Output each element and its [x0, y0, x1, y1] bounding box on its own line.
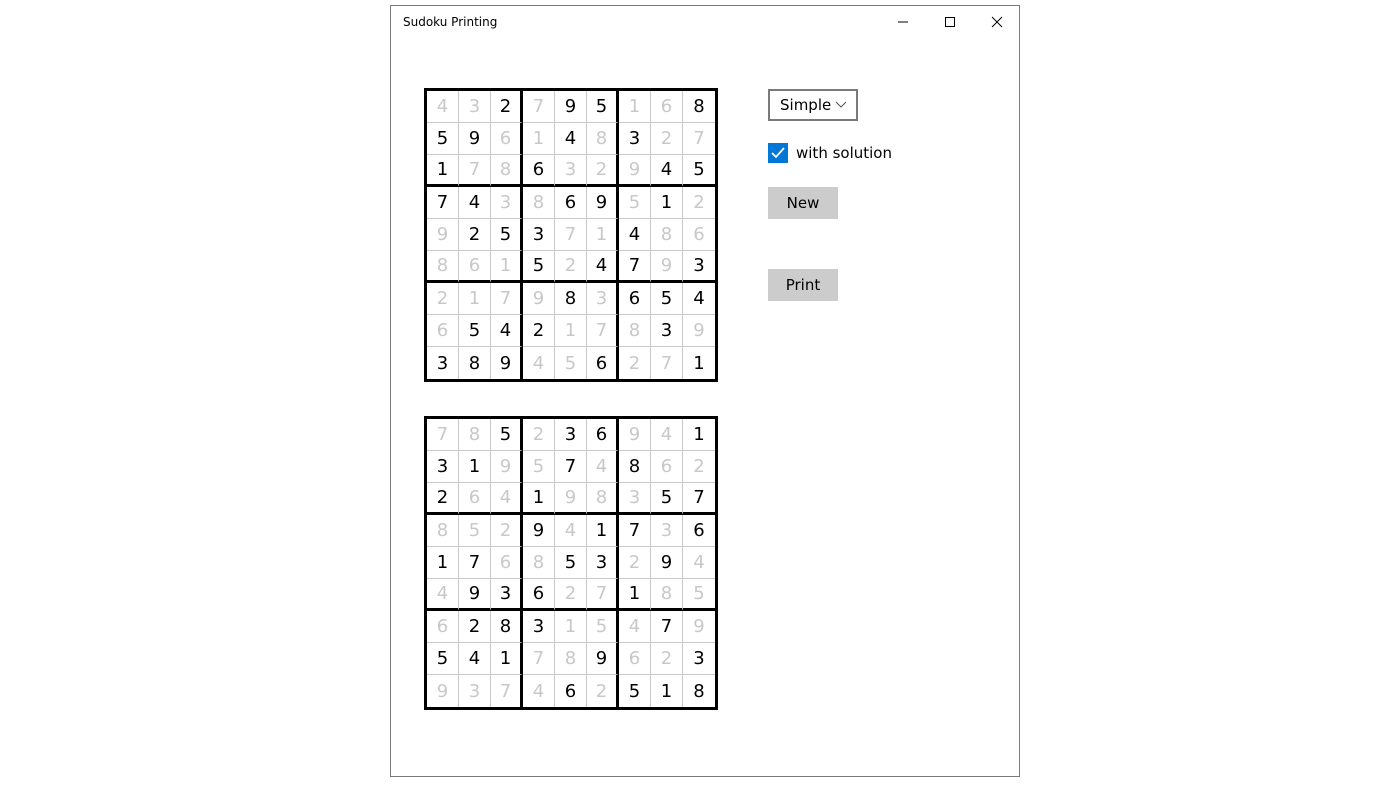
sudoku-cell: 9 [555, 483, 587, 515]
sudoku-cell: 9 [555, 91, 587, 123]
sudoku-cell: 7 [523, 91, 555, 123]
sudoku-grid-2 [424, 416, 718, 710]
sudoku-grid-1 [424, 88, 718, 382]
sudoku-cell: 7 [459, 547, 491, 579]
sudoku-cell: 2 [619, 547, 651, 579]
maximize-button[interactable] [927, 6, 973, 38]
with-solution-checkbox[interactable] [768, 143, 788, 163]
sudoku-cell: 5 [587, 91, 619, 123]
sudoku-cell: 1 [619, 91, 651, 123]
sudoku-cell: 5 [651, 283, 683, 315]
sudoku-cell: 9 [459, 123, 491, 155]
sudoku-cell: 8 [693, 680, 705, 702]
sudoku-cell: 9 [651, 251, 683, 283]
sudoku-cell: 5 [523, 251, 555, 283]
maximize-icon [944, 16, 956, 28]
sudoku-cell: 2 [523, 419, 555, 451]
sudoku-cell: 8 [427, 515, 459, 547]
difficulty-selected: Simple [780, 96, 832, 114]
sudoku-cell: 2 [523, 315, 555, 347]
sudoku-cell: 9 [619, 419, 651, 451]
sudoku-cell: 9 [683, 315, 715, 347]
sudoku-cell: 1 [555, 611, 587, 643]
with-solution-label: with solution [796, 144, 892, 162]
sudoku-cell: 7 [683, 483, 715, 515]
sudoku-cell: 6 [427, 611, 459, 643]
sudoku-cell: 3 [619, 483, 651, 515]
sudoku-cell: 3 [555, 419, 587, 451]
sudoku-cell: 2 [555, 579, 587, 611]
sudoku-cell: 3 [683, 643, 715, 675]
sudoku-cell: 4 [651, 155, 683, 187]
sudoku-cell: 2 [459, 611, 491, 643]
sudoku-cell: 3 [619, 123, 651, 155]
close-button[interactable] [974, 6, 1020, 38]
sudoku-cell: 6 [459, 483, 491, 515]
sudoku-cell: 4 [651, 419, 683, 451]
sudoku-cell: 7 [523, 643, 555, 675]
sudoku-cell: 2 [491, 91, 523, 123]
sudoku-cell: 7 [651, 347, 683, 379]
sudoku-cell: 6 [683, 515, 715, 547]
sudoku-cell: 1 [555, 315, 587, 347]
sudoku-cell: 9 [619, 155, 651, 187]
sudoku-cell: 7 [459, 155, 491, 187]
sudoku-cell: 1 [491, 251, 523, 283]
sudoku-cell: 1 [651, 675, 683, 707]
sudoku-cell: 5 [523, 451, 555, 483]
sudoku-cell: 7 [555, 219, 587, 251]
sudoku-cell: 5 [683, 579, 715, 611]
sudoku-cell: 1 [683, 419, 715, 451]
sudoku-cell: 6 [587, 347, 619, 379]
sudoku-cell: 4 [523, 347, 555, 379]
sudoku-cell: 1 [651, 187, 683, 219]
sudoku-cell: 9 [491, 451, 523, 483]
sudoku-cell: 3 [555, 155, 587, 187]
sudoku-cell: 6 [555, 675, 587, 707]
sudoku-cell: 6 [587, 419, 619, 451]
sudoku-cell: 5 [459, 515, 491, 547]
sudoku-cell: 9 [651, 547, 683, 579]
sudoku-cell: 6 [491, 547, 523, 579]
sudoku-cell: 4 [619, 611, 651, 643]
sudoku-cell: 3 [427, 451, 459, 483]
sudoku-cell: 7 [587, 315, 619, 347]
sudoku-cell: 4 [619, 219, 651, 251]
minimize-button[interactable] [880, 6, 926, 38]
sudoku-cell: 2 [619, 347, 651, 379]
chevron-down-icon [834, 98, 848, 112]
with-solution-row[interactable] [768, 143, 892, 163]
sudoku-cell: 5 [619, 187, 651, 219]
close-icon [991, 16, 1003, 28]
sudoku-cell: 5 [555, 347, 587, 379]
sudoku-cell: 2 [683, 187, 715, 219]
sudoku-cell: 9 [683, 611, 715, 643]
sudoku-cell: 2 [587, 155, 619, 187]
sudoku-cell: 4 [523, 675, 555, 707]
sudoku-cell: 9 [587, 187, 619, 219]
sudoku-cell: 2 [491, 515, 523, 547]
sudoku-cell: 6 [427, 315, 459, 347]
sudoku-cell: 8 [491, 611, 523, 643]
sudoku-cell: 1 [523, 123, 555, 155]
sudoku-cell: 4 [427, 91, 459, 123]
sudoku-cell: 8 [587, 483, 619, 515]
sudoku-cell: 9 [459, 579, 491, 611]
sudoku-cell: 3 [651, 315, 683, 347]
sudoku-cell: 1 [587, 515, 619, 547]
minimize-icon [897, 16, 909, 28]
sudoku-cell: 3 [459, 675, 491, 707]
sudoku-cell: 7 [587, 579, 619, 611]
sudoku-cell: 8 [683, 91, 715, 123]
sudoku-cell: 1 [459, 283, 491, 315]
sudoku-cell: 5 [427, 643, 459, 675]
sudoku-cell: 9 [427, 675, 459, 707]
sudoku-cell: 4 [587, 251, 619, 283]
sudoku-cell: 7 [427, 419, 459, 451]
sudoku-cell: 9 [427, 219, 459, 251]
sudoku-cell: 8 [459, 419, 491, 451]
sudoku-cell: 7 [683, 123, 715, 155]
sudoku-cell: 1 [693, 352, 705, 374]
sudoku-cell: 7 [651, 611, 683, 643]
title-bar[interactable] [391, 6, 1019, 38]
sudoku-cell: 7 [491, 675, 523, 707]
window-title: Sudoku Printing [403, 15, 498, 29]
sudoku-cell: 7 [427, 187, 459, 219]
sudoku-cell: 7 [619, 251, 651, 283]
sudoku-cell: 6 [555, 187, 587, 219]
sudoku-cell: 1 [491, 643, 523, 675]
sudoku-cell: 9 [523, 283, 555, 315]
sudoku-cell: 2 [651, 123, 683, 155]
sudoku-cell: 2 [459, 219, 491, 251]
sudoku-cell: 6 [459, 251, 491, 283]
sudoku-cell: 4 [491, 483, 523, 515]
checkmark-icon [770, 145, 786, 161]
app-window [390, 5, 1020, 777]
sudoku-cell: 4 [555, 123, 587, 155]
sudoku-cell: 5 [555, 547, 587, 579]
sudoku-cell: 3 [651, 515, 683, 547]
sudoku-cell: 5 [459, 315, 491, 347]
sudoku-cell: 4 [555, 515, 587, 547]
difficulty-dropdown[interactable] [768, 89, 858, 121]
sudoku-cell: 5 [587, 611, 619, 643]
sudoku-cell: 1 [587, 219, 619, 251]
sudoku-cell: 1 [427, 547, 459, 579]
sudoku-cell: 6 [619, 643, 651, 675]
sudoku-cell: 7 [619, 515, 651, 547]
sudoku-cell: 9 [523, 515, 555, 547]
sudoku-cell: 7 [555, 451, 587, 483]
sudoku-cell: 5 [683, 155, 715, 187]
sudoku-cell: 6 [491, 123, 523, 155]
sudoku-cell: 5 [491, 419, 523, 451]
sudoku-cell: 5 [619, 675, 651, 707]
sudoku-cell: 2 [427, 283, 459, 315]
sudoku-cell: 3 [491, 187, 523, 219]
sudoku-cell: 4 [683, 283, 715, 315]
sudoku-cell: 8 [523, 187, 555, 219]
sudoku-cell: 2 [427, 483, 459, 515]
print-button[interactable]: Print [768, 269, 838, 301]
sudoku-cell: 3 [491, 579, 523, 611]
sudoku-cell: 3 [523, 611, 555, 643]
sudoku-cell: 6 [651, 451, 683, 483]
sudoku-cell: 4 [587, 451, 619, 483]
sudoku-cell: 3 [587, 547, 619, 579]
sudoku-cell: 9 [491, 347, 523, 379]
sudoku-cell: 4 [491, 315, 523, 347]
new-button[interactable]: New [768, 187, 838, 219]
sudoku-cell: 8 [651, 579, 683, 611]
sudoku-cell: 6 [651, 91, 683, 123]
sudoku-cell: 8 [555, 283, 587, 315]
sudoku-cell: 8 [427, 251, 459, 283]
sudoku-cell: 1 [619, 579, 651, 611]
sudoku-cell: 6 [619, 283, 651, 315]
sudoku-cell: 6 [523, 155, 555, 187]
sudoku-cell: 1 [427, 155, 459, 187]
sudoku-cell: 8 [459, 347, 491, 379]
sudoku-cell: 3 [427, 347, 459, 379]
sudoku-cell: 1 [523, 483, 555, 515]
sudoku-cell: 6 [683, 219, 715, 251]
sudoku-cell: 5 [491, 219, 523, 251]
sudoku-cell: 4 [459, 187, 491, 219]
sudoku-cell: 8 [555, 643, 587, 675]
sudoku-cell: 5 [427, 123, 459, 155]
sudoku-cell: 3 [459, 91, 491, 123]
sudoku-cell: 8 [491, 155, 523, 187]
sudoku-cell: 4 [459, 643, 491, 675]
sudoku-cell: 8 [619, 451, 651, 483]
sudoku-cell: 8 [651, 219, 683, 251]
sudoku-cell: 8 [587, 123, 619, 155]
sudoku-cell: 2 [555, 251, 587, 283]
sudoku-cell: 8 [619, 315, 651, 347]
sudoku-cell: 2 [651, 643, 683, 675]
sudoku-cell: 1 [459, 451, 491, 483]
sudoku-cell: 4 [427, 579, 459, 611]
sudoku-cell: 8 [523, 547, 555, 579]
sudoku-cell: 3 [587, 283, 619, 315]
sudoku-cell: 2 [587, 675, 619, 707]
sudoku-cell: 2 [683, 451, 715, 483]
sudoku-cell: 9 [587, 643, 619, 675]
sudoku-cell: 6 [523, 579, 555, 611]
sudoku-cell: 3 [683, 251, 715, 283]
sudoku-cell: 5 [651, 483, 683, 515]
sudoku-cell: 3 [523, 219, 555, 251]
sudoku-cell: 7 [491, 283, 523, 315]
sudoku-cell: 4 [683, 547, 715, 579]
